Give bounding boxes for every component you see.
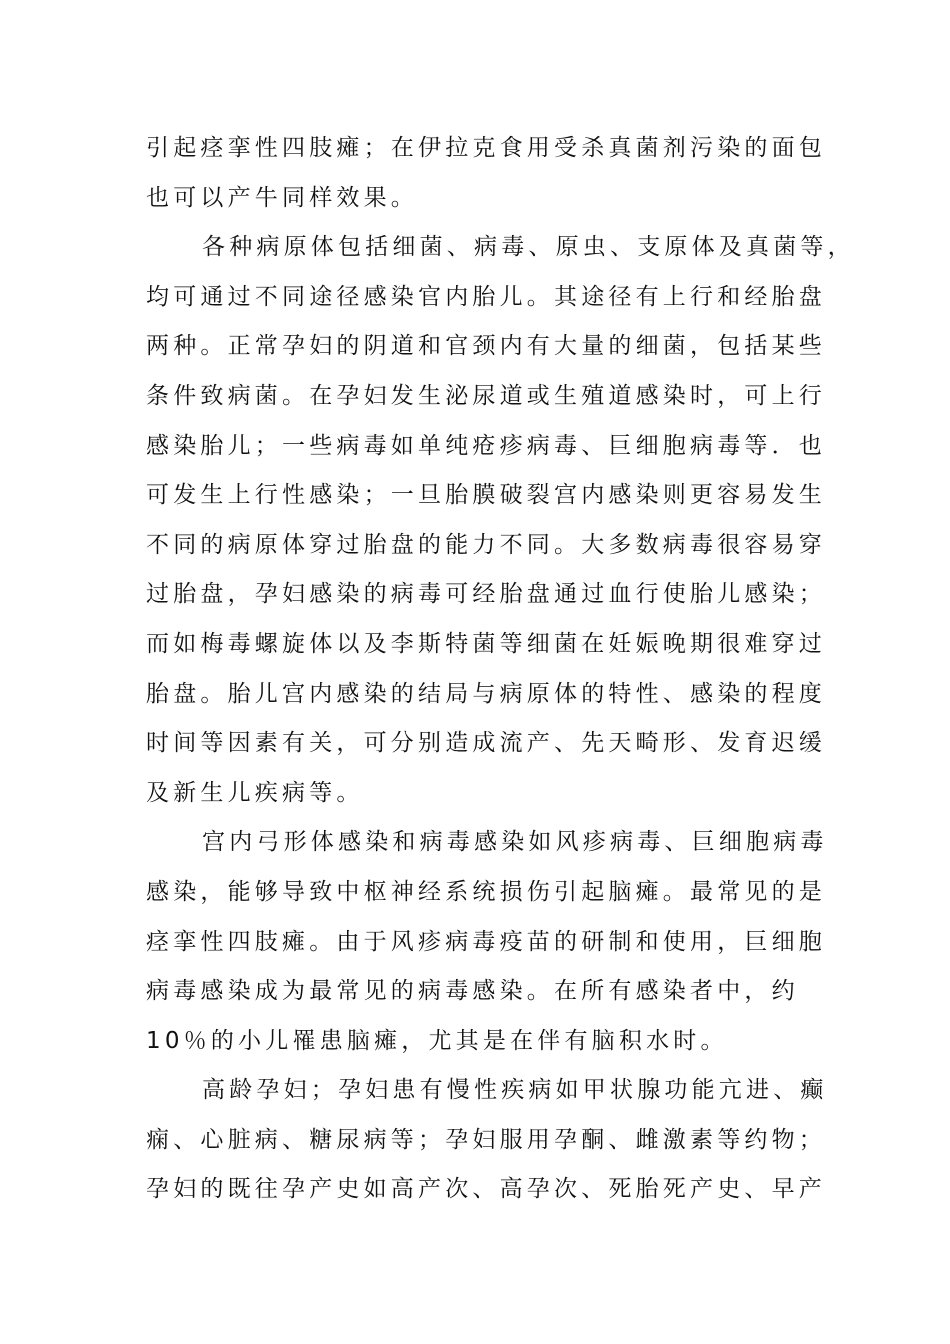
text-line: 孕妇的既往孕产史如高产次、高孕次、死胎死产史、早产 (146, 1176, 826, 1203)
text-line: 可发生上行性感染；一旦胎膜破裂宫内感染则更容易发生 (146, 482, 826, 509)
text-line: 胎盘。胎儿宫内感染的结局与病原体的特性、感染的程度 (146, 680, 826, 707)
text-line: 时间等因素有关，可分别造成流产、先天畸形、发育迟缓 (146, 730, 826, 757)
body-text (146, 124, 855, 1215)
paragraph-first-line: 各种病原体包括细菌、病毒、原虫、支原体及真菌等， (202, 234, 855, 261)
text-line: 10％的小儿罹患脑瘫，尤其是在伴有脑积水时。 (146, 1027, 728, 1054)
text-line: 及新生儿疾病等。 (146, 779, 364, 806)
text-line: 条件致病菌。在孕妇发生泌尿道或生殖道感染时，可上行 (146, 382, 826, 409)
text-line: 也可以产牛同样效果。 (146, 184, 418, 211)
text-line: 均可通过不同途径感染官内胎儿。其途径有上行和经胎盘 (146, 283, 826, 310)
text-line: 感染胎儿；一些病毒如单纯疮疹病毒、巨细胞病毒等．也 (146, 432, 826, 459)
text-line: 而如梅毒螺旋体以及李斯特菌等细菌在妊娠晚期很难穿过 (146, 630, 826, 657)
text-line: 过胎盘，孕妇感染的病毒可经胎盘通过血行使胎儿感染； (146, 581, 826, 608)
paragraph-first-line: 宫内弓形体感染和病毒感染如风疹病毒、巨细胞病毒 (202, 829, 828, 856)
text-line: 不同的病原体穿过胎盘的能力不同。大多数病毒很容易穿 (146, 531, 826, 558)
paragraph-first-line: 高龄孕妇；孕妇患有慢性疾病如甲状腺功能亢进、癫 (202, 1077, 828, 1104)
text-line: 痫、心脏病、糖尿病等；孕妇服用孕酮、雌激素等约物； (146, 1126, 826, 1153)
text-line: 两种。正常孕妇的阴道和官颈内有大量的细菌，包括某些 (146, 333, 826, 360)
text-line: 痉挛性四肢瘫。由于风疹病毒疫苗的研制和使用，巨细胞 (146, 928, 826, 955)
text-line: 引起痉挛性四肢瘫；在伊拉克食用受杀真菌剂污染的面包 (146, 135, 826, 161)
text-line: 病毒感染成为最常见的病毒感染。在所有感染者中，约 (146, 978, 799, 1005)
text-line: 感染，能够导致中枢神经系统损伤引起脑瘫。最常见的是 (146, 878, 826, 905)
